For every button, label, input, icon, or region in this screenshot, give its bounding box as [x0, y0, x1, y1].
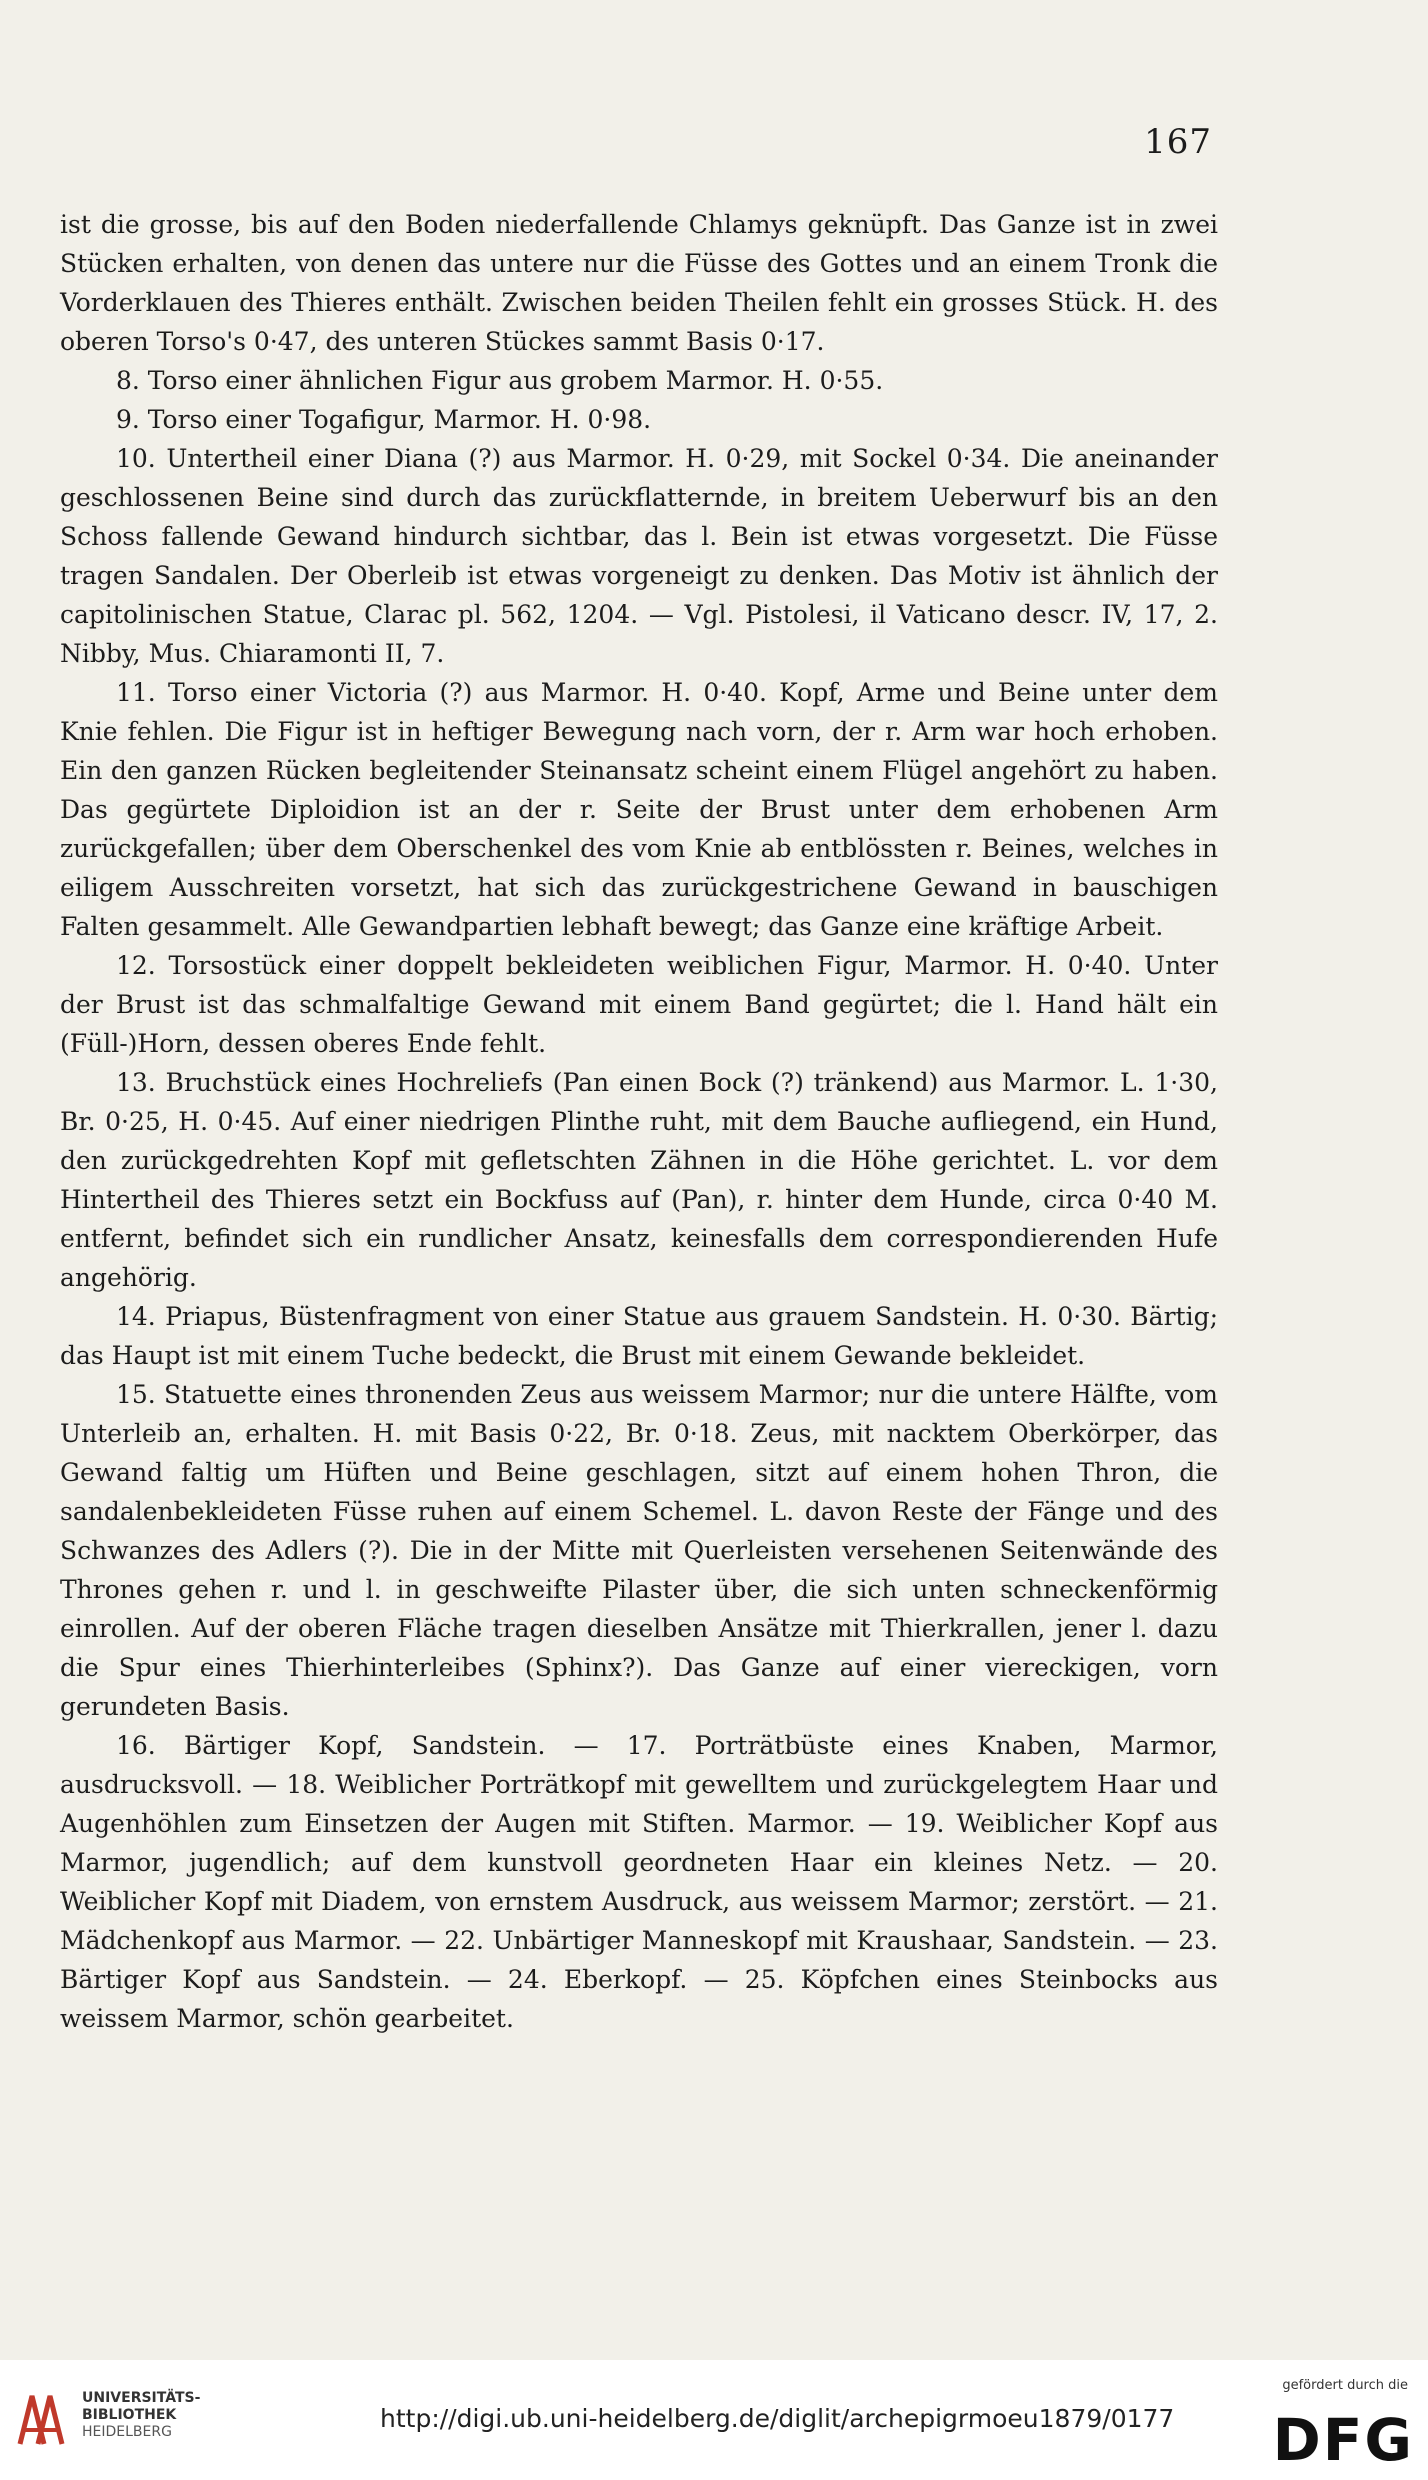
body-text	[60, 205, 1218, 2038]
university-library-logo-icon	[14, 2390, 74, 2450]
paragraph-16-25: 16. Bärtiger Kopf, Sandstein. — 17. Porträtbüste eines Knaben, Marmor, ausdrucksvoll. — 18. Weiblicher Porträtkopf mit gewelltem und zurückgelegtem Haar und Augenhöhlen zum Einsetzen der Augen mit Stiften. Marmor. — 19. Weiblicher Kopf aus Marmor, jugendlich; auf dem kunstvoll geordneten Haar ein kleines Netz. — 20. Weiblicher Kopf mit Diadem, von ernstem Ausdruck, aus weissem Marmor; zerstört. — 21. Mädchenkopf aus Marmor. — 22. Unbärtiger Manneskopf mit Kraushaar, Sandstein. — 23. Bärtiger Kopf aus Sandstein. — 24. Eberkopf. — 25. Köpfchen eines Steinbocks aus weissem Marmor, schön gearbeitet.	[60, 1731, 1218, 2033]
footer-bar	[0, 2360, 1428, 2480]
paragraph-15: 15. Statuette eines thronenden Zeus aus weissem Marmor; nur die untere Hälfte, vom Unterleib an, erhalten. H. mit Basis 0·22, Br. 0·18. Zeus, mit nacktem Oberkörper, das Gewand faltig um Hüften und Beine geschlagen, sitzt auf einem hohen Thron, die sandalenbekleideten Füsse ruhen auf einem Schemel. L. davon Reste der Fänge und des Schwanzes des Adlers (?). Die in der Mitte mit Querleisten versehenen Seitenwände des Thrones gehen r. und l. in geschweifte Pilaster über, die sich unten schneckenförmig einrollen. Auf der oberen Fläche tragen dieselben Ansätze mit Thierkrallen, jener l. dazu die Spur eines Thierhinterleibes (Sphinx?). Das Ganze auf einer viereckigen, vorn gerundeten Basis.	[60, 1380, 1218, 1721]
page-number: 167	[1144, 122, 1212, 162]
paragraph-8: 8. Torso einer ähnlichen Figur aus grobem Marmor. H. 0·55.	[116, 366, 884, 395]
funding-note: gefördert durch die	[1282, 2378, 1408, 2393]
paragraph-10: 10. Untertheil einer Diana (?) aus Marmor. H. 0·29, mit Sockel 0·34. Die aneinander geschlossenen Beine sind durch das zurückflatternde, in breitem Ueberwurf bis an den Schoss fallende Gewand hindurch sichtbar, das l. Bein ist etwas vorgesetzt. Die Füsse tragen Sandalen. Der Oberleib ist etwas vorgeneigt zu denken. Das Motiv ist ähnlich der capitolinischen Statue, Clarac pl. 562, 1204. — Vgl. Pistolesi, il Vaticano descr. IV, 17, 2. Nibby, Mus. Chiaramonti II, 7.	[60, 444, 1218, 668]
dfg-logo: DFG	[1272, 2406, 1414, 2474]
paragraph-13: 13. Bruchstück eines Hochreliefs (Pan einen Bock (?) tränkend) aus Marmor. L. 1·30, Br. 0·25, H. 0·45. Auf einer niedrigen Plinthe ruht, mit dem Bauche aufliegend, ein Hund, den zurückgedrehten Kopf mit gefletschten Zähnen in die Höhe gerichtet. L. vor dem Hintertheil des Thieres setzt ein Bockfuss auf (Pan), r. hinter dem Hunde, circa 0·40 M. entfernt, befindet sich ein rundlicher Ansatz, keinesfalls dem correspondierenden Hufe angehörig.	[60, 1068, 1218, 1292]
university-library-name: UNIVERSITÄTS- BIBLIOTHEK HEIDELBERG	[82, 2390, 201, 2440]
paragraph-11: 11. Torso einer Victoria (?) aus Marmor. H. 0·40. Kopf, Arme und Beine unter dem Knie fehlen. Die Figur ist in heftiger Bewegung nach vorn, der r. Arm war hoch erhoben. Ein den ganzen Rücken begleitender Steinansatz scheint einem Flügel angehört zu haben. Das gegürtete Diploidion ist an der r. Seite der Brust unter dem erhobenen Arm zurückgefallen; über dem Oberschenkel des vom Knie ab entblössten r. Beines, welches in eiligem Ausschreiten vorsetzt, hat sich das zurückgestrichene Gewand in bauschigen Falten gesammelt. Alle Gewandpartien lebhaft bewegt; das Ganze eine kräftige Arbeit.	[60, 678, 1218, 941]
paragraph-12: 12. Torsostück einer doppelt bekleideten weiblichen Figur, Marmor. H. 0·40. Unter der Brust ist das schmalfaltige Gewand mit einem Band gegürtet; die l. Hand hält ein (Füll-)Horn, dessen oberes Ende fehlt.	[60, 951, 1218, 1058]
paragraph-9: 9. Torso einer Togafigur, Marmor. H. 0·98.	[116, 405, 652, 434]
paragraph-intro: ist die grosse, bis auf den Boden niederfallende Chlamys geknüpft. Das Ganze ist in zwei Stücken erhalten, von denen das untere nur die Füsse des Gottes und an einem Tronk die Vorderklauen des Thieres enthält. Zwischen beiden Theilen fehlt ein grosses Stück. H. des oberen Torso's 0·47, des unteren Stückes sammt Basis 0·17.	[60, 210, 1218, 356]
paragraph-14: 14. Priapus, Büstenfragment von einer Statue aus grauem Sandstein. H. 0·30. Bärtig; das Haupt ist mit einem Tuche bedeckt, die Brust mit einem Gewande bekleidet.	[60, 1302, 1218, 1370]
permalink-url[interactable]: http://digi.ub.uni-heidelberg.de/diglit/archepigrmoeu1879/0177	[380, 2404, 1175, 2433]
